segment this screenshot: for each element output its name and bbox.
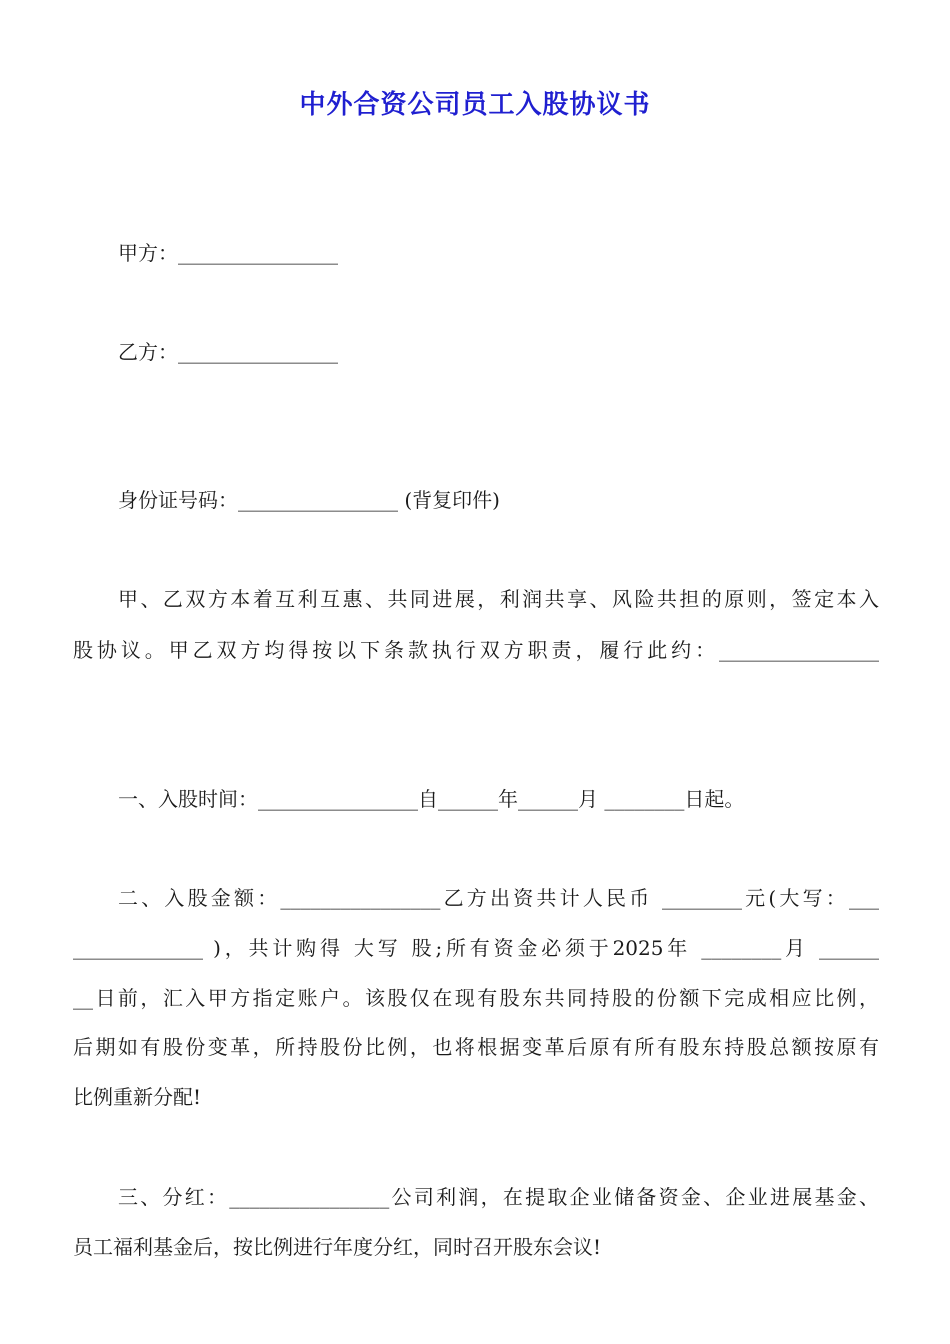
clause-1-line: 一、入股时间：________________自______年______月 ________日起。 — [118, 787, 745, 811]
clause-2-line-5: 比例重新分配! — [73, 1085, 202, 1109]
clause-3-line-1: 三、分红：________________公司利润，在提取企业储备资金、企业进展基金、 — [118, 1185, 879, 1209]
intro-line-2: 股协议。甲乙双方均得按以下条款执行双方职责，履行此约：________________ — [73, 638, 879, 662]
id-number-line: 身份证号码：________________ (背复印件) — [118, 488, 500, 512]
clause-2-line-1: 二、入股金额：________________乙方出资共计人民币 ________元(大写：___ — [118, 886, 879, 910]
party-b-line: 乙方：________________ — [118, 340, 338, 364]
intro-line-1: 甲、乙双方本着互利互惠、共同进展，利润共享、风险共担的原则，签定本入 — [118, 587, 879, 611]
clause-2-line-4: 后期如有股份变革，所持股份比例，也将根据变革后原有所有股东持股总额按原有 — [73, 1035, 879, 1059]
clause-2-line-2: _____________ )，共计购得 大写 股;所有资金必须于2025年 ________月 ______ — [73, 936, 879, 960]
party-a-line: 甲方：________________ — [118, 241, 338, 265]
clause-3-line-2: 员工福利基金后，按比例进行年度分红，同时召开股东会议! — [73, 1235, 602, 1259]
clause-2-line-3: __日前，汇入甲方指定账户。该股仅在现有股东共同持股的份额下完成相应比例， — [73, 986, 879, 1010]
document-title: 中外合资公司员工入股协议书 — [299, 90, 651, 120]
